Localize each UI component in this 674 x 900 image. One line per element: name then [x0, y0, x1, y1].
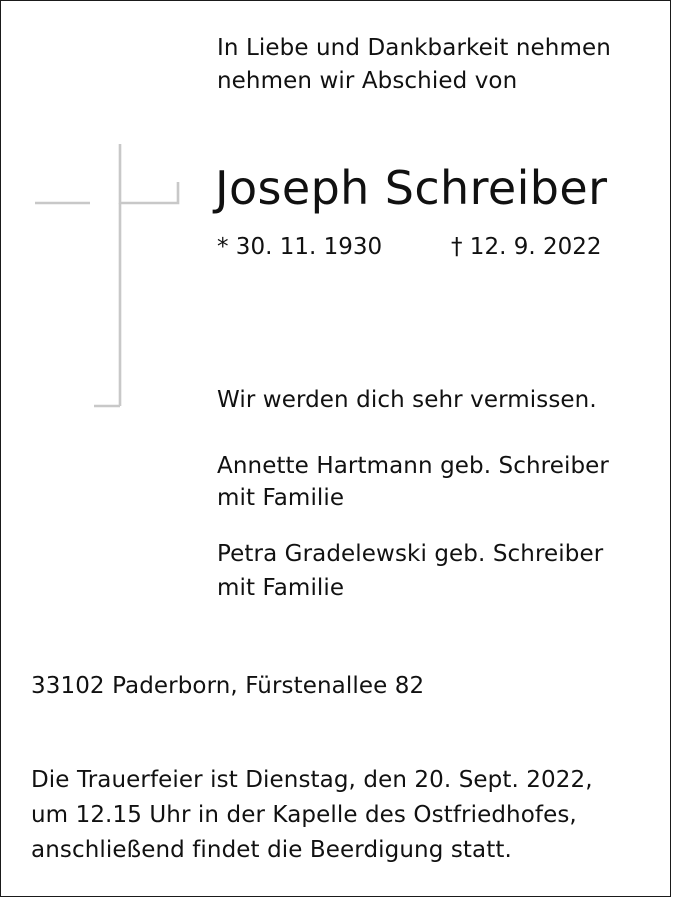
mourner-2-name: Petra Gradelewski geb. Schreiber [217, 541, 604, 567]
death-date: † 12. 9. 2022 [451, 234, 602, 260]
mourner-2-family: mit Familie [217, 575, 345, 601]
intro-line-2: nehmen wir Abschied von [217, 68, 518, 94]
birth-date: * 30. 11. 1930 [217, 234, 383, 260]
farewell-message: Wir werden dich sehr vermissen. [217, 387, 597, 413]
intro-line-1: In Liebe und Dankbarkeit nehmen [217, 35, 611, 61]
mourner-1-name: Annette Hartmann geb. Schreiber [217, 453, 609, 479]
mourner-1-family: mit Familie [217, 485, 345, 511]
service-line-2: um 12.15 Uhr in der Kapelle des Ostfriedhofes, [31, 802, 577, 828]
cross-icon [30, 140, 190, 415]
service-line-1: Die Trauerfeier ist Dienstag, den 20. Sept. 2022, [31, 767, 593, 793]
service-line-3: anschließend findet die Beerdigung statt. [31, 837, 512, 863]
address: 33102 Paderborn, Fürstenallee 82 [31, 673, 425, 699]
deceased-name: Joseph Schreiber [215, 161, 608, 215]
